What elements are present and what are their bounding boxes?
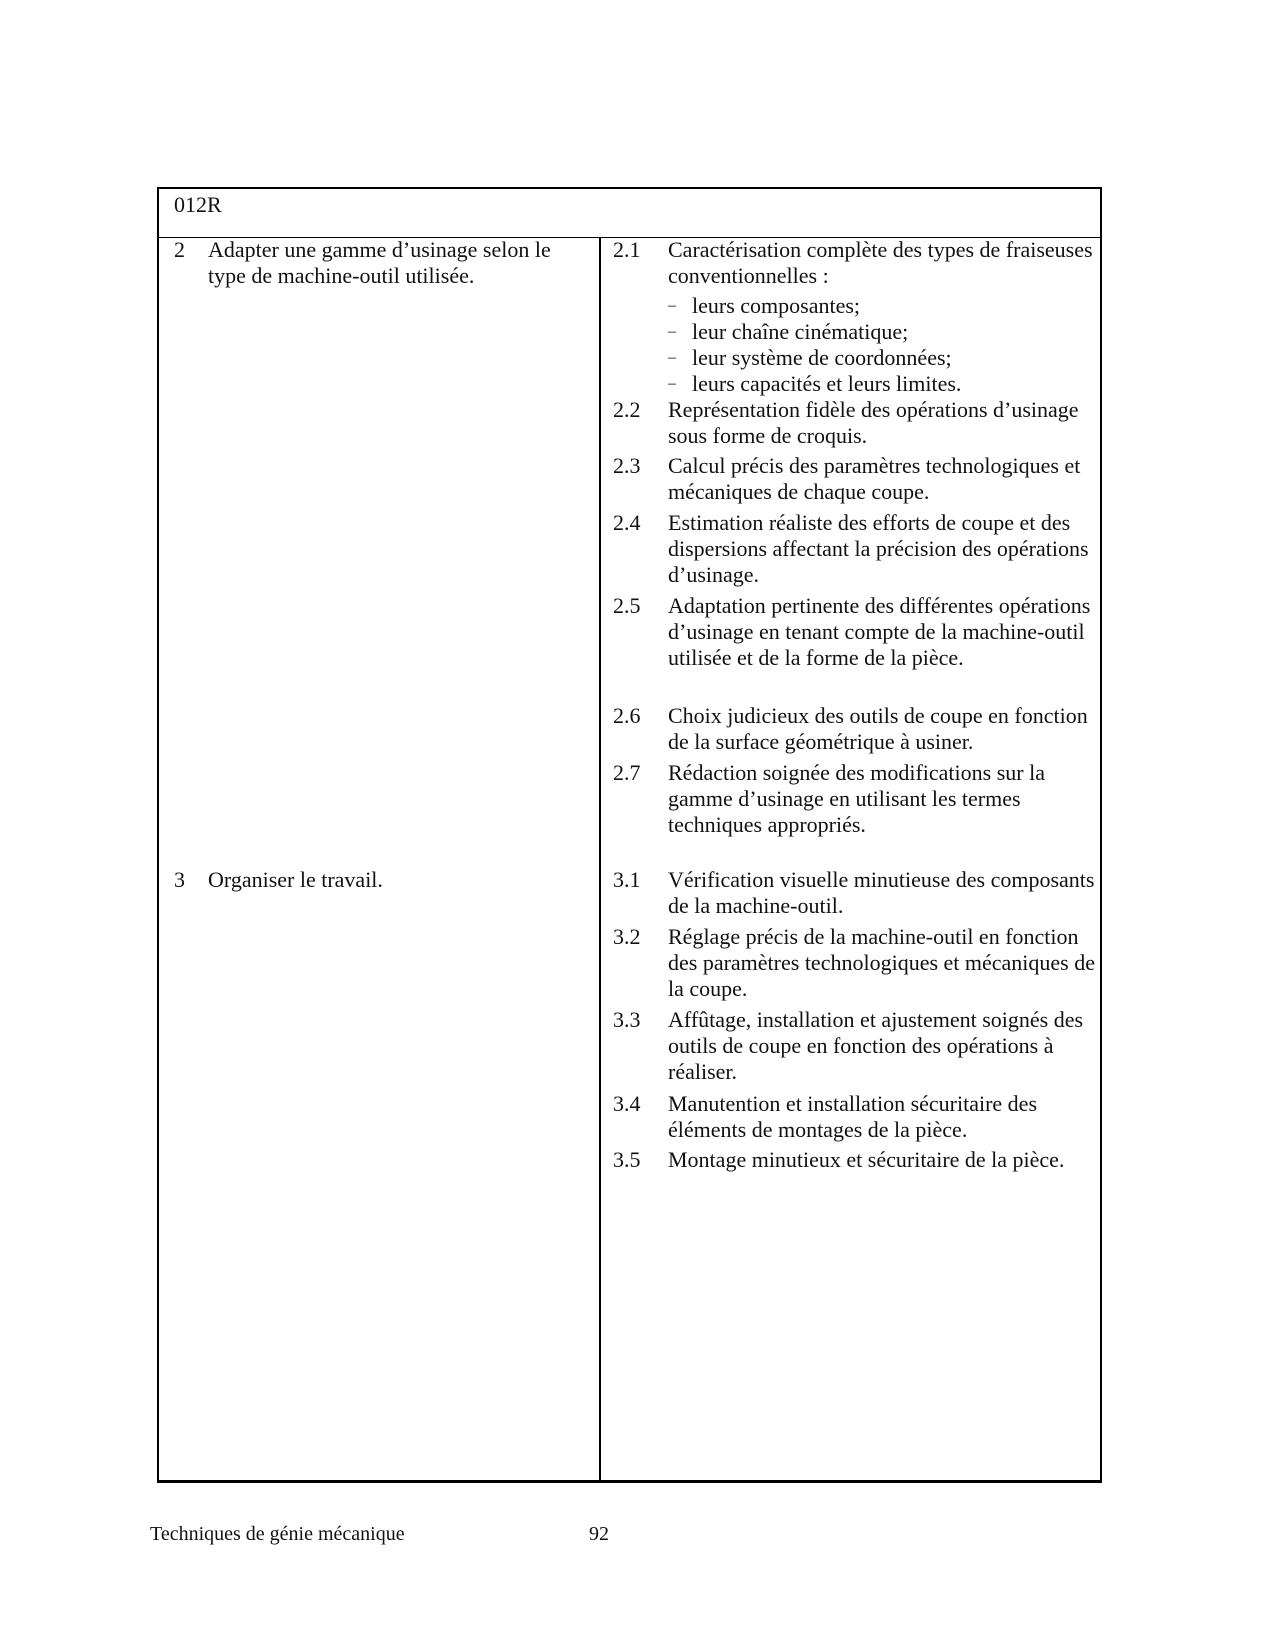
criterion-text: Affûtage, installation et ajustement soignés des outils de coupe en fonction des opérations à réaliser. [668, 1007, 1084, 1084]
competency-number: 3 [174, 867, 185, 892]
criterion-text: Estimation réaliste des efforts de coupe et des dispersions affectant la précision des opérations d’usinage. [668, 510, 1089, 587]
criterion-number: 2.3 [613, 453, 641, 478]
dash-icon: – [668, 375, 676, 392]
criterion-number: 3.3 [613, 1007, 641, 1032]
criterion-text: Vérification visuelle minutieuse des composants de la machine-outil. [668, 867, 1095, 918]
column-divider [599, 237, 601, 1480]
criterion-text: Calcul précis des paramètres technologiques et mécaniques de chaque coupe. [668, 453, 1081, 504]
criterion-number: 3.1 [613, 867, 641, 892]
competency-text: Organiser le travail. [208, 867, 383, 892]
competency-number: 2 [174, 237, 185, 262]
dash-icon: – [668, 323, 676, 340]
criterion-number: 3.2 [613, 924, 641, 949]
criterion-text: Manutention et installation sécuritaire des éléments de montages de la pièce. [668, 1091, 1038, 1142]
criterion-number: 2.4 [613, 510, 641, 535]
criterion-text: Choix judicieux des outils de coupe en fonction de la surface géométrique à usiner. [668, 703, 1088, 754]
page-number: 92 [589, 1523, 609, 1545]
criterion-text: Rédaction soignée des modifications sur la gamme d’usinage en utilisant les termes techniques appropriés. [668, 760, 1045, 837]
footer-title: Techniques de génie mécanique [150, 1523, 405, 1545]
criterion-text: Réglage précis de la machine-outil en fonction des paramètres technologiques et mécaniques de la coupe. [668, 924, 1096, 1001]
criterion-text: Montage minutieux et sécuritaire de la pièce. [668, 1147, 1065, 1172]
course-code: 012R [174, 192, 222, 217]
criterion-number: 3.4 [613, 1091, 641, 1116]
criterion-text: Adaptation pertinente des différentes opérations d’usinage en tenant compte de la machine-outil utilisée et de la forme de la pièce. [668, 593, 1091, 670]
criterion-number: 2.2 [613, 397, 641, 422]
criterion-number: 2.6 [613, 703, 641, 728]
competency-text: Adapter une gamme d’usinage selon le type de machine-outil utilisée. [208, 237, 551, 288]
bullet-item: – leur chaîne cinématique; [668, 319, 909, 344]
dash-icon: – [668, 297, 676, 314]
criterion-text: Caractérisation complète des types de fraiseuses conventionnelles : [668, 237, 1093, 288]
dash-icon: – [668, 349, 676, 366]
table-header [159, 189, 1100, 238]
criterion-number: 2.5 [613, 593, 641, 618]
competency-table [157, 187, 1102, 1483]
bullet-item: – leurs composantes; [668, 293, 861, 318]
criterion-number: 2.1 [613, 237, 641, 262]
bullet-item: – leur système de coordonnées; [668, 345, 952, 370]
criterion-text: Représentation fidèle des opérations d’usinage sous forme de croquis. [668, 397, 1079, 448]
criterion-number: 3.5 [613, 1147, 641, 1172]
bullet-item: – leurs capacités et leurs limites. [668, 371, 962, 396]
criterion-number: 2.7 [613, 760, 641, 785]
